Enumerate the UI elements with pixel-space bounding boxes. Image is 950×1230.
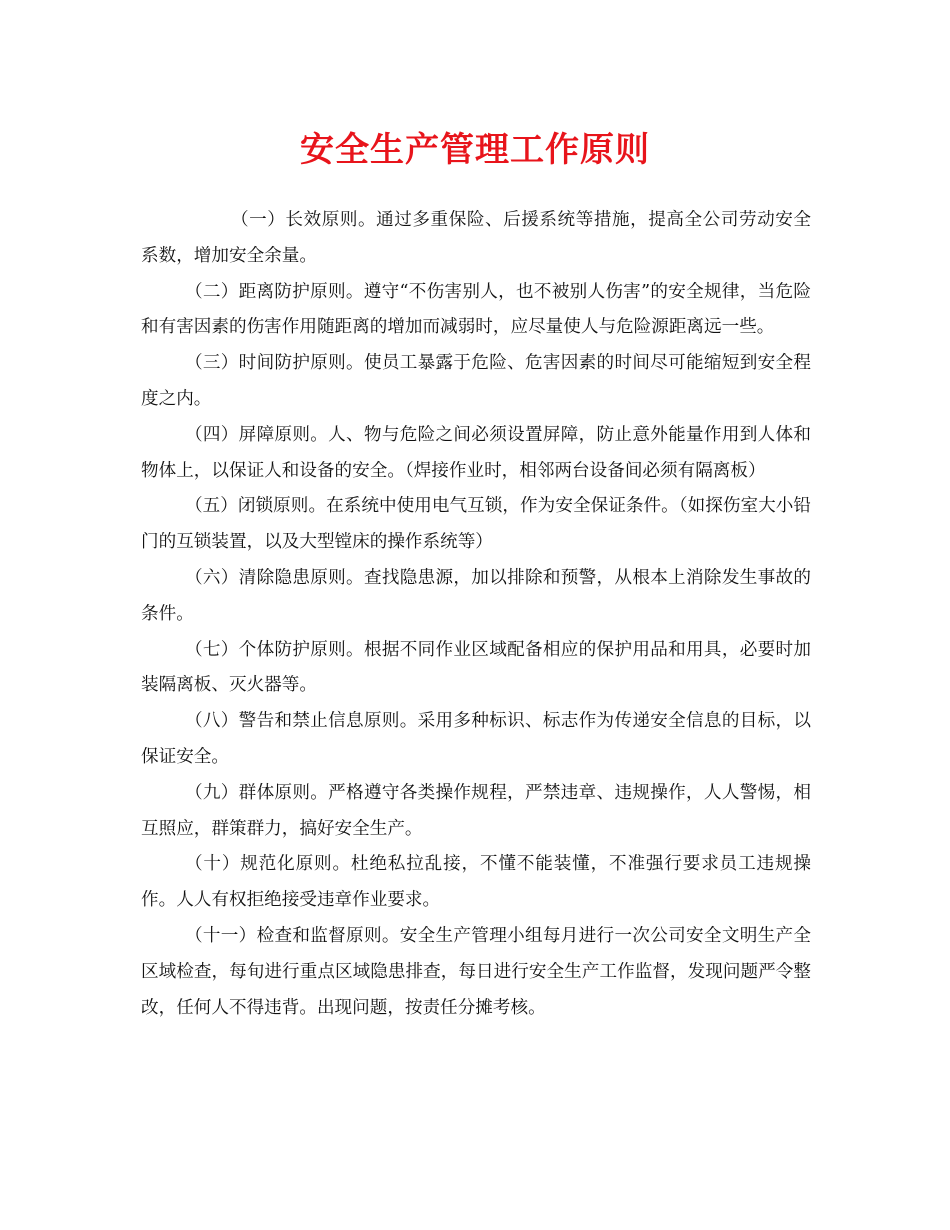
paragraph-3: （三）时间防护原则。使员工暴露于危险、危害因素的时间尽可能缩短到安全程度之内。 xyxy=(141,353,811,409)
paragraph-2: （二）距离防护原则。遵守“不伤害别人，也不被别人伤害”的安全规律，当危险和有害因素的伤害作用随距离的增加而减弱时，应尽量使人与危险源距离远一些。 xyxy=(141,281,811,338)
paragraph-1: （一）长效原则。通过多重保险、后援系统等措施，提高全公司劳动安全系数，增加安全余量。 xyxy=(141,210,811,266)
paragraph-11: （十一）检查和监督原则。安全生产管理小组每月进行一次公司安全文明生产全区域检查，每旬进行重点区域隐患排查，每日进行安全生产工作监督，发现问题严令整改，任何人不得违背。出现问题，按责任分摊考核。 xyxy=(141,925,811,1018)
paragraph-8: （八）警告和禁止信息原则。采用多种标识、标志作为传递安全信息的目标，以保证安全。 xyxy=(141,711,811,767)
paragraph-9: （九）群体原则。严格遵守各类操作规程，严禁违章、违规操作，人人警惕，相互照应，群策群力，搞好安全生产。 xyxy=(141,782,811,839)
document-title: 安全生产管理工作原则 xyxy=(300,130,650,170)
paragraph-10: （十）规范化原则。杜绝私拉乱接，不懂不能装懂，不准强行要求员工违规操作。人人有权拒绝接受违章作业要求。 xyxy=(141,854,811,911)
paragraph-4: （四）屏障原则。人、物与危险之间必须设置屏障，防止意外能量作用到人体和物体上，以保证人和设备的安全。（焊接作业时，相邻两台设备间必须有隔离板） xyxy=(141,424,811,481)
document-body xyxy=(141,203,811,1026)
paragraph-6: （六）清除隐患原则。查找隐患源，加以排除和预警，从根本上消除发生事故的条件。 xyxy=(141,567,811,624)
paragraph-5: （五）闭锁原则。在系统中使用电气互锁，作为安全保证条件。（如探伤室大小铅门的互锁装置，以及大型镗床的操作系统等） xyxy=(141,496,811,553)
paragraph-7: （七）个体防护原则。根据不同作业区域配备相应的保护用品和用具，必要时加装隔离板、灭火器等。 xyxy=(141,639,811,696)
